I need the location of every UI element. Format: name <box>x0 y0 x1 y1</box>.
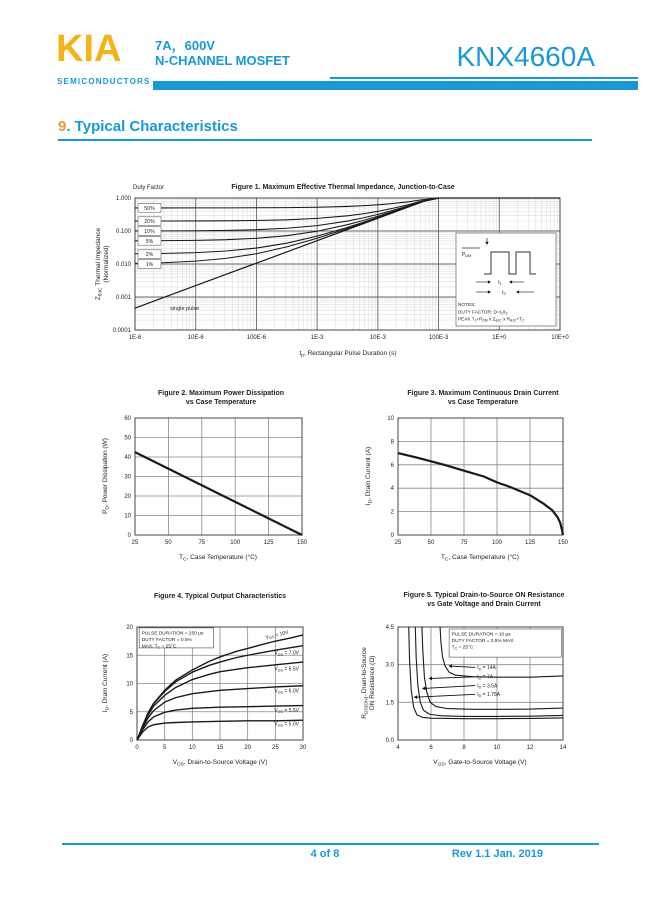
figure-1-thermal-impedance-chart <box>88 178 585 364</box>
svg-text:tp, Rectangular Pulse Duration: $t_p$, Rectangular Pulse Duration (s) <box>299 350 397 359</box>
section-title <box>58 118 238 135</box>
svg-text:(Normalized): (Normalized) <box>103 245 110 283</box>
svg-text:10: 10 <box>387 416 394 422</box>
chart-content <box>361 592 567 767</box>
svg-text:1%: 1% <box>145 262 154 268</box>
kia-logo: KIA <box>56 28 122 70</box>
svg-text:PDM: $P_{DM}$ <box>462 252 472 259</box>
svg-text:10E+0: 10E+0 <box>551 335 569 341</box>
svg-text:0.010: 0.010 <box>115 262 131 268</box>
svg-text:20: 20 <box>244 745 252 751</box>
svg-text:ID = 3.5A: $I_D = 3.5A$ <box>477 683 498 690</box>
svg-text:125: 125 <box>263 540 274 546</box>
section-underline <box>58 139 592 141</box>
svg-text:25: 25 <box>131 540 139 546</box>
svg-text:ID, Drain Current (A): $I_D$, Drain Current (A) <box>365 446 374 506</box>
svg-text:10E-6: 10E-6 <box>187 335 204 341</box>
svg-text:25: 25 <box>394 540 402 546</box>
svg-text:1E+0: 1E+0 <box>492 335 507 341</box>
svg-text:Figure 2. Maximum Power Diss: Figure 2. Maximum Power Dissipation <box>157 390 285 397</box>
svg-text:5: 5 <box>129 709 133 716</box>
chart-content <box>95 184 569 358</box>
svg-text:60: 60 <box>124 416 131 422</box>
svg-text:1E-6: 1E-6 <box>128 335 142 341</box>
svg-text:5%: 5% <box>145 238 154 245</box>
figure-2-power-dissipation-chart <box>93 380 343 572</box>
part-number: KNX4660A <box>456 41 595 72</box>
svg-text:0: 0 <box>135 745 139 751</box>
svg-text:50: 50 <box>427 540 435 546</box>
svg-text:20: 20 <box>126 625 133 631</box>
svg-text:150: 150 <box>557 540 569 546</box>
svg-text:10E-3: 10E-3 <box>369 335 386 341</box>
svg-text:ID = 1.75A: $I_D = 1.75A$ <box>477 692 501 699</box>
svg-text:TC = 25°C: $T_C = 25^\circ C$ <box>451 645 474 651</box>
svg-text:0.0001: 0.0001 <box>112 328 131 334</box>
svg-text:ZθJC Thermal Impedance: $Z_{\theta JC}$ Thermal Impedance <box>95 227 104 301</box>
section-number: 9 <box>58 118 67 135</box>
svg-text:4: 4 <box>390 486 394 493</box>
svg-text:2: 2 <box>390 509 394 516</box>
svg-text:Figure 1. Maximum Effective Th: Figure 1. Maximum Effective Thermal Impedance, Junction-to-Case <box>231 184 455 191</box>
svg-text:2%: 2% <box>145 252 154 259</box>
chart-content <box>365 390 569 562</box>
svg-text:MAX. TC = 25°C: MAX. $T_C = 25^\circ C$ <box>141 644 177 650</box>
svg-text:100: 100 <box>230 540 241 546</box>
svg-text:NOTES:: NOTES: <box>458 302 476 307</box>
svg-text:VGS = 10V: $V_{GS} = 10V$ <box>265 629 290 641</box>
svg-text:100E-6: 100E-6 <box>246 335 267 341</box>
svg-text:RDS(ON), Drain-to-Source: $R_{DS(ON)}$, Drain-to-Source <box>361 647 370 719</box>
svg-text:15: 15 <box>126 653 133 660</box>
svg-text:10: 10 <box>126 681 133 688</box>
svg-text:0: 0 <box>129 738 133 744</box>
svg-text:3.0: 3.0 <box>385 662 394 669</box>
svg-text:30: 30 <box>124 474 131 481</box>
svg-text:8: 8 <box>390 439 394 446</box>
svg-text:4: 4 <box>396 745 400 751</box>
svg-text:20%: 20% <box>144 219 155 226</box>
svg-text:VGS = 5.5V: $V_{GS} = 5.5V$ <box>274 707 299 714</box>
svg-text:Figure 3. Maximum Continuous: Figure 3. Maximum Continuous Drain Current <box>407 390 559 397</box>
header-rule-thick <box>153 81 638 90</box>
figure-5-rdson-chart <box>356 582 606 782</box>
chart-content <box>102 390 308 562</box>
svg-text:TC, Case Temperature (°C): $T_C$, Case Temperature (°C) <box>179 554 257 563</box>
svg-text:25: 25 <box>271 745 279 751</box>
svg-text:DUTY FACTOR = 0.5%: DUTY FACTOR = 0.5% <box>141 637 192 643</box>
svg-text:50: 50 <box>124 435 131 442</box>
svg-text:75: 75 <box>460 540 468 546</box>
svg-text:vs Case Temperature: vs Case Temperature <box>185 399 257 406</box>
svg-text:15: 15 <box>216 745 224 751</box>
svg-text:4.5: 4.5 <box>385 625 394 631</box>
footer-revision: Rev 1.1 Jan. 2019 <box>451 848 543 860</box>
svg-text:0.001: 0.001 <box>115 295 131 301</box>
section-title-text: . Typical Characteristics <box>66 118 238 135</box>
svg-text:0: 0 <box>390 533 394 539</box>
device-type: N-CHANNEL MOSFET <box>155 53 290 68</box>
svg-text:8: 8 <box>462 745 466 751</box>
svg-text:6: 6 <box>429 745 433 751</box>
svg-text:PEAK TJ=PDM x ZθJC x RθJC+TC: PEAK $T_J=P_{DM}$ x $Z_{\theta JC}$ x $R_{\theta JC}+T_C$ <box>458 316 525 323</box>
svg-text:75: 75 <box>198 540 206 546</box>
svg-text:ON Resistance (Ω): ON Resistance (Ω) <box>369 655 376 711</box>
svg-text:40: 40 <box>124 455 131 461</box>
svg-text:vs Gate Voltage and Drain Curr: vs Gate Voltage and Drain Current <box>427 601 541 608</box>
svg-text:20: 20 <box>124 494 131 500</box>
svg-text:10%: 10% <box>144 229 155 235</box>
svg-text:14: 14 <box>559 745 567 751</box>
svg-text:30: 30 <box>299 745 307 751</box>
svg-text:Duty Factor: Duty Factor <box>133 185 165 191</box>
svg-text:t1: $t_1$ <box>498 280 502 287</box>
svg-text:10: 10 <box>124 513 131 520</box>
figure-3-drain-current-chart <box>356 380 606 572</box>
svg-text:150: 150 <box>296 540 308 546</box>
svg-text:0.100: 0.100 <box>115 229 131 235</box>
svg-text:VGS = 6.0V: $V_{GS} = 6.0V$ <box>274 688 299 695</box>
svg-text:50%: 50% <box>144 205 155 212</box>
device-rating: 7A，600V <box>155 38 215 53</box>
svg-text:100E-3: 100E-3 <box>428 335 449 341</box>
svg-text:VGS = 7.0V: $V_{GS} = 7.0V$ <box>274 650 299 657</box>
kia-logo-subtitle: SEMICONDUCTORS <box>57 77 151 86</box>
svg-text:VGS = 6.5V: $V_{GS} = 6.5V$ <box>274 666 299 673</box>
figure-4-output-characteristics-chart <box>93 582 343 782</box>
svg-text:DUTY FACTOR = 0.5% MAX: DUTY FACTOR = 0.5% MAX <box>451 639 514 645</box>
svg-text:12: 12 <box>526 745 534 751</box>
svg-text:t2: $t_2$ <box>502 290 506 297</box>
svg-text:VGS, Gate-to-Source Voltage (V: $V_{GS}$, Gate-to-Source Voltage (V) <box>433 759 527 768</box>
svg-text:5: 5 <box>162 745 167 751</box>
svg-text:6: 6 <box>390 462 394 469</box>
svg-text:100: 100 <box>491 540 503 546</box>
svg-text:vs Case Temperature: vs Case Temperature <box>447 399 519 406</box>
svg-text:ID = 7A: $I_D = 7A$ <box>477 674 494 681</box>
svg-text:1.000: 1.000 <box>115 196 131 202</box>
svg-text:10: 10 <box>188 745 196 751</box>
footer-rule <box>62 843 599 845</box>
svg-text:VGS = 5.0V: $V_{GS} = 5.0V$ <box>274 721 299 728</box>
svg-text:10: 10 <box>493 745 501 751</box>
footer-page-number: 4 of 8 <box>310 848 340 860</box>
chart-content <box>102 593 307 767</box>
svg-text:PD, Power Dissipation (W): $P_D$, Power Dissipation (W) <box>102 438 111 514</box>
svg-text:TC, Case Temperature (°C): $T_C$, Case Temperature (°C) <box>441 554 519 563</box>
svg-text:ID = 14A: $I_D = 14A$ <box>477 665 496 672</box>
svg-text:0: 0 <box>127 533 131 539</box>
svg-text:PULSE DURATION = 10 μs: PULSE DURATION = 10 μs <box>451 632 511 638</box>
svg-text:single pulse: single pulse <box>170 305 200 312</box>
svg-text:VDS, Drain-to-Source Voltage (: $V_{DS}$, Drain-to-Source Voltage (V) <box>172 759 268 768</box>
svg-text:Figure 4. Typical Output Chara: Figure 4. Typical Output Characteristics <box>153 593 287 600</box>
svg-text:125: 125 <box>524 540 536 546</box>
svg-text:ID, Drain Current (A): $I_D$, Drain Current (A) <box>102 653 111 713</box>
svg-text:50: 50 <box>165 540 172 546</box>
svg-text:DUTY FACTOR: D=t1/t2: DUTY FACTOR: $D=t_1/t_2$ <box>458 309 508 316</box>
svg-text:0.0: 0.0 <box>385 738 394 744</box>
svg-text:1.5: 1.5 <box>385 700 394 707</box>
svg-text:1E-3: 1E-3 <box>310 335 324 341</box>
header-rule-thin <box>330 77 638 79</box>
svg-text:PULSE DURATION = 250 μs: PULSE DURATION = 250 μs <box>141 631 204 637</box>
svg-text:Figure 5. Typical Drain-to-S: Figure 5. Typical Drain-to-Source ON Resistance <box>403 592 565 599</box>
